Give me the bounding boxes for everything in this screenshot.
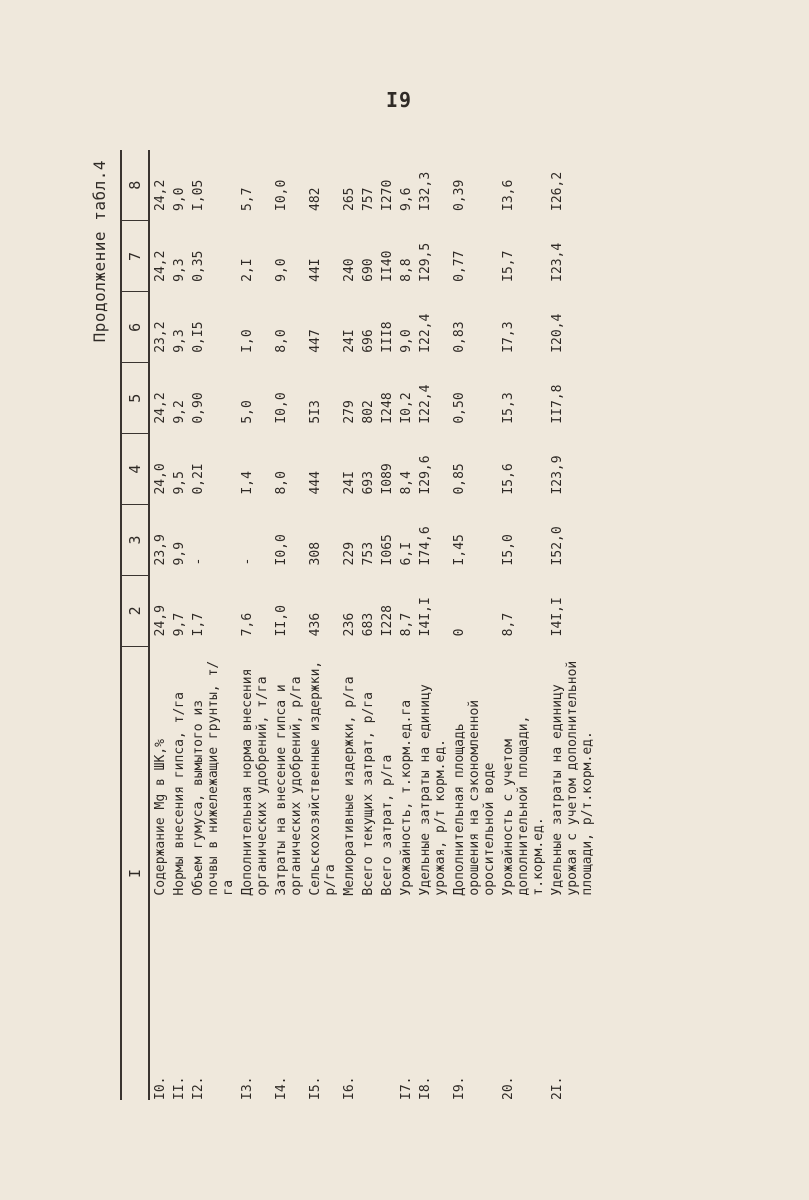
header-col-4: 4 [121, 434, 149, 505]
cell-value: 8,7 [399, 612, 414, 637]
cell-value: 5I3 [308, 400, 323, 424]
cell-value: 683 [361, 612, 376, 637]
row-label: Дополнительная норма внесения органических удобрений, т/га [240, 668, 270, 896]
cell-value: 24,9 [153, 605, 168, 637]
cell-value: 0,I5 [191, 321, 206, 353]
cell-value: I,45 [452, 534, 467, 566]
cell-value: 9,7 [172, 612, 187, 637]
row-number: I9. [452, 1076, 467, 1100]
row-label: Затраты на внесение гипса и органических удобрений, р/га [274, 676, 304, 896]
table-row [396, 150, 415, 1100]
table-row [237, 150, 271, 1100]
cell-value: I065 [380, 534, 395, 566]
table-row [271, 150, 305, 1100]
table-row [339, 150, 358, 1100]
row-label: Мелиоративные издержки, р/га [342, 676, 357, 896]
cell-value: 9,0 [274, 258, 289, 282]
row-number: I0. [153, 1076, 168, 1100]
cell-value: - [240, 557, 255, 566]
cell-value: 753 [361, 541, 376, 566]
cell-value: 690 [361, 258, 376, 282]
cell-value: 0,83 [452, 321, 467, 353]
cell-value: 0 [452, 628, 467, 637]
table-row [188, 150, 237, 1100]
row-label: Сельскохозяйственные издержки, р/га [308, 660, 338, 896]
cell-value: 482 [308, 187, 323, 211]
cell-value: I0,0 [274, 179, 289, 211]
cell-value: 24I [342, 471, 357, 495]
table-caption: Продолжение табл.4 [90, 160, 109, 343]
cell-value: 6,I [399, 541, 414, 566]
row-number: I4. [274, 1076, 289, 1100]
cell-value: 757 [361, 187, 376, 211]
cell-value: I22,4 [418, 313, 433, 353]
cell-value: 0,39 [452, 179, 467, 211]
row-label: Нормы внесения гипса, т/га [172, 692, 187, 896]
cell-value: I5,6 [501, 463, 516, 495]
cell-value: I0,2 [399, 392, 414, 424]
cell-value: 44I [308, 258, 323, 282]
header-col-6: 6 [121, 292, 149, 363]
cell-value: I5,3 [501, 392, 516, 424]
cell-value: 23,9 [153, 534, 168, 566]
table-row [547, 150, 596, 1100]
row-number: I2. [191, 1076, 206, 1100]
row-number: I7. [399, 1076, 414, 1100]
table-row [498, 150, 547, 1100]
cell-value: 0,90 [191, 392, 206, 424]
cell-value: 696 [361, 329, 376, 353]
table-row [169, 150, 188, 1100]
header-col-3: 3 [121, 505, 149, 576]
cell-value: 693 [361, 471, 376, 495]
row-label: Всего текущих затрат, р/га [361, 692, 376, 896]
cell-value: I29,6 [418, 455, 433, 495]
cell-value: II,0 [274, 605, 289, 637]
row-number: I3. [240, 1076, 255, 1100]
cell-value: I089 [380, 463, 395, 495]
cell-value: I248 [380, 392, 395, 424]
cell-value: 9,2 [172, 400, 187, 424]
data-table [120, 150, 596, 1100]
cell-value: I7,3 [501, 321, 516, 353]
cell-value: 0,77 [452, 250, 467, 282]
row-label: Всего затрат, р/га [380, 754, 395, 896]
cell-value: I5,0 [501, 534, 516, 566]
page-number: I9 [386, 88, 413, 112]
table-row [449, 150, 498, 1100]
cell-value: 2,I [240, 258, 255, 282]
cell-value: I52,0 [550, 526, 565, 566]
cell-value: 9,6 [399, 187, 414, 211]
cell-value: I,05 [191, 179, 206, 211]
row-number: 2I. [550, 1076, 565, 1100]
cell-value: 9,5 [172, 471, 187, 495]
table-row [415, 150, 449, 1100]
cell-value: I26,2 [550, 171, 565, 211]
row-number [377, 896, 396, 1100]
cell-value: I23,4 [550, 242, 565, 282]
cell-value: 8,8 [399, 258, 414, 282]
cell-value: 265 [342, 187, 357, 211]
row-label: Содержание Mg в ШК,% [153, 739, 168, 896]
header-col-5: 5 [121, 363, 149, 434]
cell-value: - [191, 557, 206, 566]
cell-value: 279 [342, 400, 357, 424]
cell-value: 0,35 [191, 250, 206, 282]
row-number: I6. [342, 1076, 357, 1100]
table-body [149, 150, 596, 1100]
table-row [377, 150, 396, 1100]
cell-value: II40 [380, 250, 395, 282]
cell-value: 444 [308, 471, 323, 495]
header-col-2: 2 [121, 575, 149, 646]
row-label: Объем гумуса, вымытого из почвы в нижележащие грунты, т/га [191, 660, 236, 896]
table-row [149, 150, 169, 1100]
cell-value: 8,0 [274, 471, 289, 495]
cell-value: I0,0 [274, 392, 289, 424]
cell-value: I20,4 [550, 313, 565, 353]
cell-value: 24I [342, 329, 357, 353]
cell-value: 229 [342, 541, 357, 566]
row-label: Дополнительная площадь орошения на сэкономленной оросительной воде [452, 699, 497, 896]
cell-value: 436 [308, 612, 323, 637]
table-row [305, 150, 339, 1100]
cell-value: I74,6 [418, 526, 433, 566]
cell-value: 24,2 [153, 250, 168, 282]
cell-value: I3,6 [501, 179, 516, 211]
row-number: 20. [501, 1076, 516, 1100]
cell-value: 24,2 [153, 392, 168, 424]
cell-value: I,4 [240, 471, 255, 495]
cell-value: 9,0 [172, 187, 187, 211]
cell-value: I23,9 [550, 455, 565, 495]
cell-value: 240 [342, 258, 357, 282]
cell-value: 8,0 [274, 329, 289, 353]
cell-value: 8,4 [399, 471, 414, 495]
cell-value: 802 [361, 400, 376, 424]
cell-value: 9,3 [172, 329, 187, 353]
cell-value: II7,8 [550, 384, 565, 424]
cell-value: I,0 [240, 329, 255, 353]
cell-value: III8 [380, 321, 395, 353]
cell-value: I0,0 [274, 534, 289, 566]
row-number: I8. [418, 1076, 433, 1100]
row-label: Удельные затраты на единицу урожая с учетом дополнительной площади, р/т.корм.ед. [550, 660, 595, 896]
row-label: Урожайность с учетом дополнительной площади, т.корм.ед. [501, 715, 546, 896]
cell-value: I270 [380, 179, 395, 211]
cell-value: I,7 [191, 612, 206, 637]
cell-value: 24,2 [153, 179, 168, 211]
cell-value: 23,2 [153, 321, 168, 353]
row-label: Удельные затраты на единицу урожая, р/т корм.ед. [418, 684, 448, 896]
cell-value: 8,7 [501, 612, 516, 637]
cell-value: I4I,I [550, 597, 565, 637]
cell-value: 5,7 [240, 187, 255, 211]
cell-value: I5,7 [501, 250, 516, 282]
rotated-table-block [80, 150, 740, 1100]
header-col-8: 8 [121, 150, 149, 221]
cell-value: 0,2I [191, 463, 206, 495]
cell-value: I4I,I [418, 597, 433, 637]
header-col-1: I [121, 646, 149, 1100]
header-col-7: 7 [121, 221, 149, 292]
cell-value: 236 [342, 612, 357, 637]
cell-value: I29,5 [418, 242, 433, 282]
cell-value: 447 [308, 329, 323, 353]
cell-value: 24,0 [153, 463, 168, 495]
row-number: II. [172, 1076, 187, 1100]
cell-value: 0,50 [452, 392, 467, 424]
cell-value: I228 [380, 605, 395, 637]
row-number: I5. [308, 1076, 323, 1100]
cell-value: 9,3 [172, 258, 187, 282]
header-row [121, 150, 149, 1100]
row-number [358, 896, 377, 1100]
cell-value: I32,3 [418, 171, 433, 211]
cell-value: 308 [308, 541, 323, 566]
cell-value: 0,85 [452, 463, 467, 495]
cell-value: 5,0 [240, 400, 255, 424]
cell-value: 9,0 [399, 329, 414, 353]
cell-value: I22,4 [418, 384, 433, 424]
cell-value: 9,9 [172, 541, 187, 566]
cell-value: 7,6 [240, 612, 255, 637]
table-row [358, 150, 377, 1100]
row-label: Урожайность, т.корм.ед.га [399, 699, 414, 896]
